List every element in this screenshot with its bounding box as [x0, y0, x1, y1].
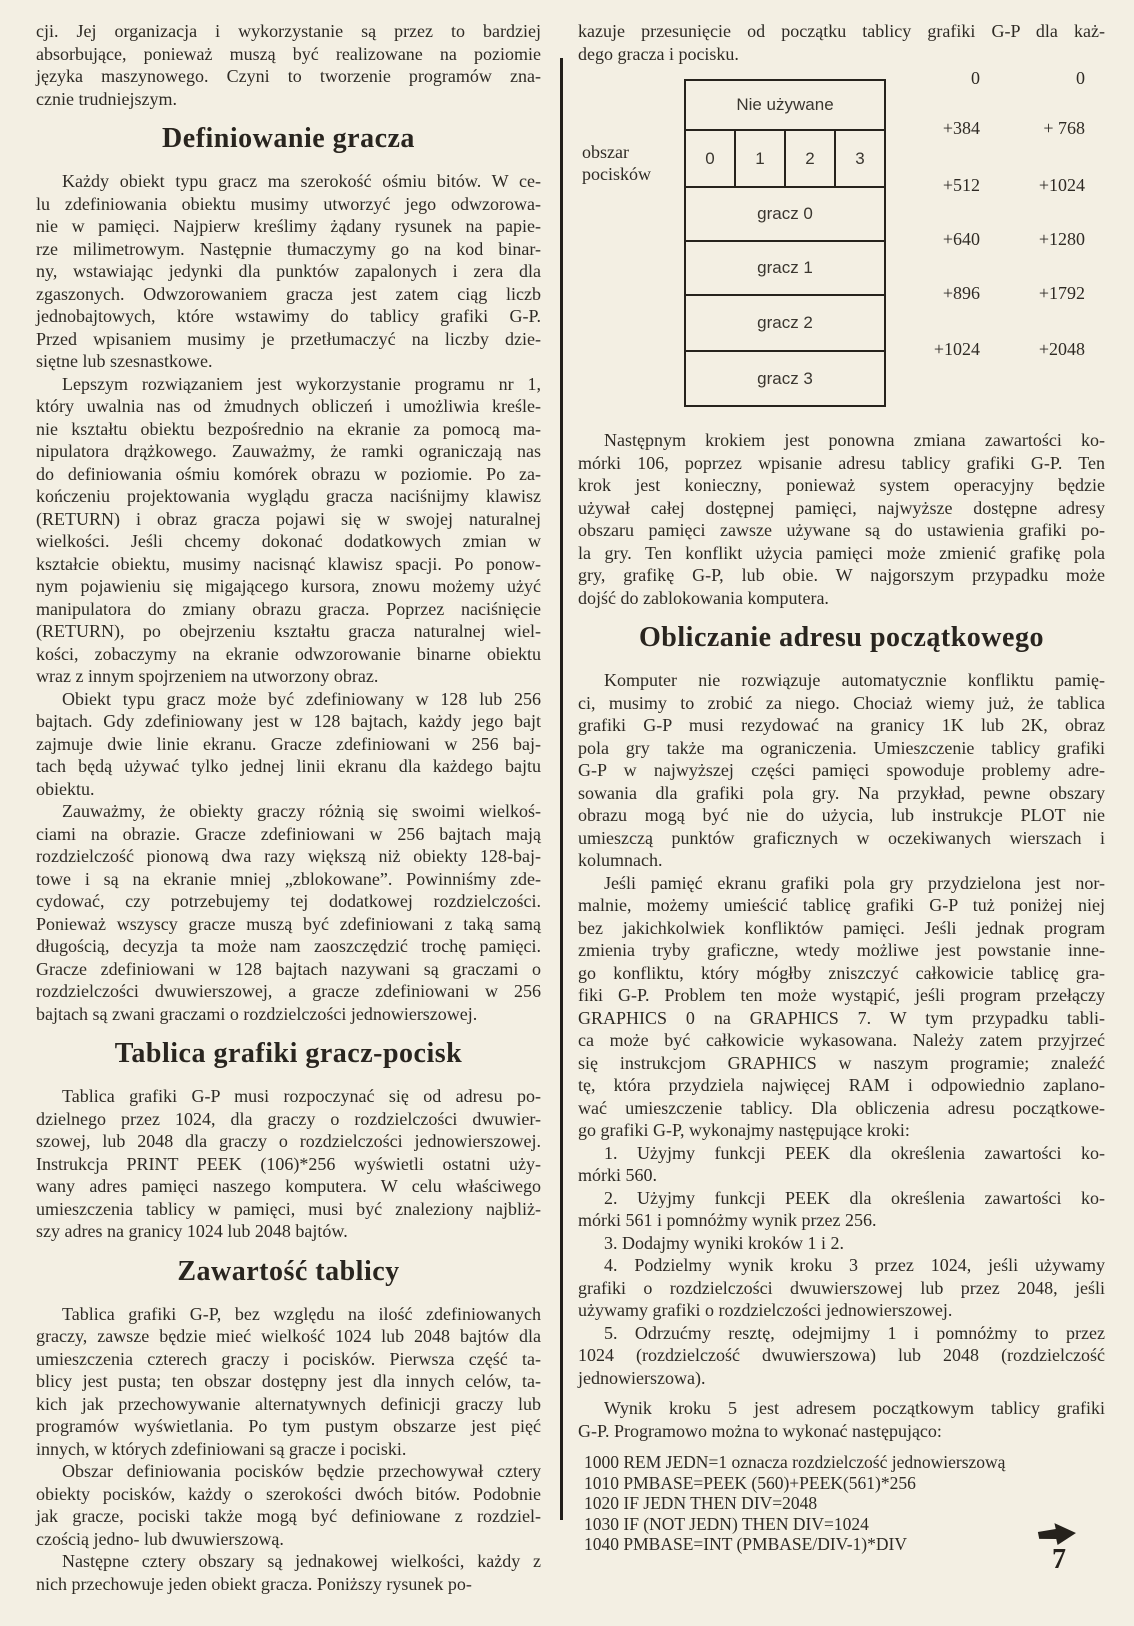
- offset-single-4: +1792: [1038, 283, 1085, 303]
- text-line: używał całej dostępnej pamięci, najwyższe dostępne adresy: [578, 497, 1105, 518]
- text-line: wraz z innym spojrzeniem na utworzony obraz.: [36, 666, 379, 686]
- text-line: 3. Dodajmy wyniki kroków 1 i 2.: [604, 1232, 844, 1253]
- text-line: programów wyświetlania. Po tym pustym obszarze jest pięć: [36, 1416, 541, 1436]
- offset-double-0: 0: [971, 68, 980, 88]
- text-line: zajmuje dwie linie ekranu. Gracze zdefiniowani w 256 baj-: [36, 733, 541, 754]
- paragraph: [36, 373, 541, 688]
- missiles-area-label: [582, 141, 651, 185]
- text-line: nym pojawieniu się migającego kursora, znowu możemy użyć: [36, 576, 541, 596]
- text-line: bez jakichkolwiek konfliktów pamięci. Jeśli jednak program: [578, 917, 1105, 938]
- text-line: wać umieszczenie tablicy. Dla obliczenia adresu początkowe-: [578, 1097, 1105, 1118]
- offset-single-5: +2048: [1038, 339, 1085, 359]
- text-line: cznie trudniejszym.: [36, 88, 177, 109]
- missile-cell-1: 1: [734, 131, 784, 186]
- text-line: ciami na obrazie. Gracze zdefiniowani w 256 bajtach mają: [36, 823, 541, 844]
- paragraph: [578, 872, 1105, 1142]
- text-line: Gracze zdefiniowani w 128 bajtach nazywani są graczami o: [36, 958, 541, 979]
- pm-table-box: [684, 79, 886, 407]
- missile-cell-2: 2: [784, 131, 834, 186]
- offset-single-3: +1280: [1038, 229, 1085, 249]
- text-line: obiektu.: [36, 778, 95, 799]
- text-line: go grafiki G-P, wykonajmy następujące kroki:: [578, 1120, 910, 1140]
- text-line: się instrukcjom GRAPHICS w naszym programie; znaleźć: [578, 1052, 1105, 1073]
- text-line: kości, zobaczymy na ekranie odwzorowanie binarne obiektu: [36, 643, 541, 664]
- text-line: la gry. Ten konflikt użycia pamięci może zmienić grafikę pola: [578, 542, 1105, 563]
- offset-single-2: +1024: [1038, 175, 1085, 195]
- offset-row-2: [900, 175, 1085, 196]
- text-line: nich przechowuje jeden obiekt gracza. Poniższy rysunek po-: [36, 1573, 472, 1594]
- text-line: 2. Użyjmy funkcji PEEK dla określenia zawartości ko-: [604, 1187, 1105, 1208]
- text-line: wany adres pamięci naszego komputera. W celu właściwego: [36, 1176, 541, 1196]
- text-line: czością jedno- lub dwuwierszową.: [36, 1528, 284, 1549]
- text-line: lu zdefiniowania obiektu musimy utworzyć jego odwzorowa-: [36, 193, 541, 214]
- text-line: (RETURN), po obejrzeniu kształtu gracza naturalnej wiel-: [36, 621, 541, 641]
- text-line: Wynik kroku 5 jest adresem początkowym tablicy grafiki: [604, 1398, 1105, 1418]
- text-line: obrazu mogą być nie do użycia, lub instrukcje PLOT nie: [578, 805, 1105, 825]
- player2-label: gracz 2: [757, 313, 813, 332]
- missile-cell-3: 3: [834, 131, 884, 186]
- offset-single-1: + 768: [1043, 118, 1085, 138]
- text-line: absorbujące, ponieważ muszą być realizowane na poziomie: [36, 43, 541, 64]
- offset-row-3: [900, 229, 1085, 250]
- text-line: długością, decyzja ta może nam zaoszczędzić trochę pamięci.: [36, 936, 541, 956]
- text-line: cydować, czy potrzebujemy tej dodatkowej rozdzielczości.: [36, 891, 541, 911]
- text-line: kształcie obiektu, musimy nacisnąć klawisz spacji. Po ponow-: [36, 553, 541, 574]
- text-line: dzielnego przez 1024, dla graczy o rozdzielczości dwuwier-: [36, 1108, 541, 1129]
- right-column-bottom: [578, 429, 1105, 1555]
- player2-row: [686, 294, 884, 350]
- text-line: krok jest konieczny, ponieważ system operacyjny będzie: [578, 475, 1105, 495]
- missiles-area-label-line1: obszar: [582, 142, 629, 162]
- text-line: grafiki G-P musi rezydować na granicy 1K lub 2K, obraz: [578, 715, 1105, 735]
- text-line: nie w pamięci. Najpierw kreślimy żądany rysunek na papie-: [36, 216, 541, 236]
- text-line: innych, w których zdefiniowani są gracze i pociski.: [36, 1438, 407, 1459]
- offset-double-1: +384: [942, 118, 980, 138]
- text-line: graczy, zawsze będzie mieć wielkość 1024 lub 2048 bajtów dla: [36, 1326, 541, 1346]
- text-line: Jeśli pamięć ekranu grafiki pola gry przydzielona jest nor-: [604, 872, 1105, 893]
- paragraph: [578, 1232, 1105, 1255]
- text-line: 1024 (rozdzielczość dwuwierszowa) lub 2048 (rozdzielczość: [578, 1345, 1105, 1365]
- text-line: Ponieważ wszyscy gracze muszą być zdefiniowani z taką samą: [36, 913, 541, 934]
- text-line: języka maszynowego. Czyni to tworzenie programów zna-: [36, 66, 541, 86]
- left-column: [36, 20, 541, 1595]
- text-line: umieszczenia czterech graczy i pocisków. Pierwsza część ta-: [36, 1348, 541, 1369]
- text-line: bajtach są zwani graczami o rozdzielczości jednowierszowej.: [36, 1003, 478, 1024]
- paragraph: [36, 170, 541, 373]
- text-line: obiekty pocisków, każdy o szerokości dwóch bitów. Podobnie: [36, 1483, 541, 1504]
- paragraph: [578, 1397, 1105, 1442]
- text-line: G-P. Programowo można to wykonać następująco:: [578, 1420, 942, 1441]
- text-line: ca może być całkowicie wykasowana. Należy zatem przyjrzeć: [578, 1030, 1105, 1050]
- text-line: jak gracze, pociski także mogą być definiowane z rozdziel-: [36, 1506, 541, 1526]
- text-line: zgaszonych. Odwzorowaniem gracza jest zatem ciąg liczb: [36, 283, 541, 304]
- player3-label: gracz 3: [757, 368, 813, 388]
- offset-double-3: +640: [942, 229, 980, 249]
- section-heading: Tablica grafiki gracz-pocisk: [114, 1038, 463, 1069]
- text-line: pola gry także ma ograniczenia. Umieszczenie tablicy grafiki: [578, 737, 1105, 758]
- text-line: jednowierszowa).: [578, 1367, 706, 1388]
- text-line: rozdzielczość pionową dwa razy większą niż obiekty 128-baj-: [36, 846, 541, 866]
- paragraph: [36, 1460, 541, 1550]
- text-line: Instrukcja PRINT PEEK (106)*256 wyświetli ostatni uży-: [36, 1153, 541, 1174]
- text-line: bajtach. Gdy zdefiniowany jest w 128 bajtach, każdy jego bajt: [36, 711, 541, 731]
- text-line: (RETURN) i obraz gracza pojawi się w swojej naturalnej: [36, 508, 541, 529]
- text-line: mórki 561 i pomnóżmy wynik przez 256.: [578, 1210, 877, 1230]
- text-line: 4. Podzielmy wynik kroku 3 przez 1024, jeśli używamy: [604, 1255, 1105, 1275]
- text-line: blicy jest pusta; ten obszar dostępny jest dla innych celów, ta-: [36, 1371, 541, 1391]
- text-line: tach będą używać tylko jednej linii ekranu dla każdego bajtu: [36, 756, 541, 776]
- text-line: ci, musimy to zrobić za niego. Chociaż wiemy już, że tablica: [578, 692, 1105, 713]
- missiles-area-label-line2: pocisków: [582, 164, 651, 184]
- text-line: zmienia tryby graficzne, wtedy możliwe jest powstanie inne-: [578, 940, 1105, 960]
- text-line: rze milimetrowym. Następnie tłumaczymy go na kod binar-: [36, 238, 541, 259]
- paragraph: [578, 1322, 1105, 1390]
- text-line: Następnym krokiem jest ponowna zmiana zawartości ko-: [604, 430, 1105, 450]
- offset-single-0: 0: [1076, 68, 1085, 88]
- paragraph: [578, 20, 1105, 65]
- column-divider: [560, 58, 563, 1520]
- paragraph: [36, 1303, 541, 1461]
- text-line: kazuje przesunięcie od początku tablicy grafiki G-P dla każ-: [578, 21, 1105, 41]
- text-line: Obiekt typu gracz może być zdefiniowany w 128 lub 256: [62, 688, 541, 709]
- offset-double-2: +512: [942, 175, 980, 195]
- text-line: używamy grafiki o rozdzielczości jednowierszowej.: [578, 1300, 953, 1320]
- player0-row: [686, 186, 884, 240]
- text-line: kich jak przechowywanie alternatywnych definicji graczy lub: [36, 1393, 541, 1414]
- text-line: kończeniu projektowania wyglądu gracza naciśnijmy klawisz: [36, 486, 541, 506]
- text-line: Zauważmy, że obiekty graczy różnią się swoimi wielkoś-: [62, 801, 541, 821]
- text-line: 5. Odrzućmy resztę, odejmijmy 1 i pomnóżmy to przez: [604, 1322, 1105, 1343]
- offset-row-1: [900, 118, 1085, 139]
- text-line: GRAPHICS 0 na GRAPHICS 7. W tym przypadku tabli-: [578, 1007, 1105, 1028]
- code-line: 1030 IF (NOT JEDN) THEN DIV=1024: [584, 1513, 869, 1534]
- paragraph: [36, 800, 541, 1025]
- text-line: mórki 106, poprzez wpisanie adresu tablicy grafiki G-P. Ten: [578, 452, 1105, 473]
- code-line: 1010 PMBASE=PEEK (560)+PEEK(561)*256: [584, 1472, 916, 1493]
- text-line: kolumnach.: [578, 850, 663, 870]
- text-line: Każdy obiekt typu gracz ma szerokość ośmiu bitów. W ce-: [62, 171, 541, 191]
- text-line: umieszczenia tablicy w pamięci, musi być znaleziony najbliż-: [36, 1198, 541, 1219]
- player1-label: gracz 1: [757, 258, 813, 277]
- text-line: jednobajtowych, które wstawimy do tablicy grafiki G-P.: [36, 306, 541, 326]
- section-heading: Definiowanie gracza: [162, 123, 415, 154]
- text-line: grafiki o rozdzielczości dwuwierszowej lub przez 2048, jeśli: [578, 1277, 1105, 1298]
- text-line: Następne cztery obszary są jednakowej wielkości, każdy z: [62, 1551, 541, 1571]
- offset-row-0: [900, 68, 1085, 89]
- paragraph: [578, 429, 1105, 609]
- right-column: [578, 20, 1105, 1555]
- paragraph: [36, 1085, 541, 1243]
- text-line: szowej, lub 2048 dla graczy o rozdzielczości jednowierszowej.: [36, 1131, 541, 1151]
- text-line: dego gracza i pocisku.: [578, 43, 739, 64]
- text-line: wielkości. Jeśli chcemy dokonać dodatkowych zmian w: [36, 531, 541, 551]
- right-column-top: [578, 20, 1105, 65]
- text-line: który uwalnia nas od żmudnych obliczeń i umożliwia kreśle-: [36, 396, 541, 416]
- paragraph: [578, 1254, 1105, 1322]
- text-line: nipulatora drążkowego. Zauważmy, że ramki ograniczają nas: [36, 441, 541, 461]
- text-line: mórki 560.: [578, 1165, 657, 1185]
- text-line: go konfliktu, który mógłby zniszczyć całkowicie tablicę gra-: [578, 962, 1105, 983]
- player0-label: gracz 0: [757, 204, 813, 223]
- text-line: gry, grafikę G-P, lub obie. W najgorszym przypadku może: [578, 565, 1105, 585]
- text-line: umieszczą punktów graficznych w oczekiwanych wierszach i: [578, 827, 1105, 848]
- player1-row: [686, 240, 884, 294]
- code-line: 1000 REM JEDN=1 oznacza rozdzielczość jednowierszową: [584, 1452, 1006, 1472]
- text-line: do definiowania ośmiu komórek obrazu w poziomie. Po za-: [36, 463, 541, 484]
- text-line: ny, wstawiając jedynki dla punktów zapalonych i zera dla: [36, 261, 541, 281]
- section-heading: Zawartość tablicy: [177, 1255, 400, 1287]
- paragraph: [36, 688, 541, 801]
- text-line: tę, która przydziela najwięcej RAM i odpowiednio zaplano-: [578, 1075, 1105, 1095]
- paragraph: [36, 20, 541, 110]
- offset-row-5: [900, 339, 1085, 360]
- player3-row: [686, 350, 884, 405]
- unused-label: Nie używane: [736, 95, 834, 114]
- text-line: obszaru pamięci zawsze używane są do ustawienia grafiki po-: [578, 520, 1105, 540]
- text-line: manipulatora do zmiany obrazu gracza. Poprzez naciśnięcie: [36, 598, 541, 619]
- code-line: 1020 IF JEDN THEN DIV=2048: [584, 1493, 818, 1513]
- missiles-row: [686, 129, 884, 186]
- text-line: Komputer nie rozwiązuje automatycznie konfliktu pamię-: [604, 670, 1105, 690]
- text-line: nie kształtu obiektu bezpośrednio na ekranie za pomocą ma-: [36, 418, 541, 439]
- section-heading: Obliczanie adresu początkowego: [639, 622, 1044, 653]
- text-line: dojść do zablokowania komputera.: [578, 587, 829, 608]
- paragraph: [578, 669, 1105, 872]
- text-line: rozdzielczości dwuwierszowej, a gracze zdefiniowani w 256: [36, 981, 541, 1001]
- text-line: cji. Jej organizacja i wykorzystanie są przez to bardziej: [36, 21, 541, 41]
- text-line: fiki G-P. Problem ten może wystąpić, jeśli program przełączy: [578, 985, 1105, 1005]
- offset-row-4: [900, 283, 1085, 304]
- text-line: szy adres na granicy 1024 lub 2048 bajtów.: [36, 1221, 348, 1241]
- paragraph: [578, 1142, 1105, 1187]
- offset-double-5: +1024: [933, 339, 980, 359]
- text-line: Obszar definiowania pocisków będzie przechowywał cztery: [62, 1461, 541, 1481]
- offset-double-4: +896: [942, 283, 980, 303]
- text-line: Tablica grafiki G-P musi rozpoczynać się od adresu po-: [62, 1086, 541, 1106]
- text-line: G-P w najwyższej części pamięci spowoduje problemy adre-: [578, 760, 1105, 780]
- text-line: sowania dla grafiki pola gry. Na przykład, pewne obszary: [578, 782, 1105, 803]
- memory-layout-diagram: [578, 68, 1105, 409]
- unused-row: [686, 81, 884, 129]
- text-line: towe i są na ekranie mniej „zblokowane”. Powinniśmy zde-: [36, 868, 541, 889]
- text-line: 1. Użyjmy funkcji PEEK dla określenia zawartości ko-: [604, 1142, 1105, 1163]
- text-line: malnie, możemy umieścić tablicę grafiki G-P tuż poniżej niej: [578, 895, 1105, 915]
- code-line: 1040 PMBASE=INT (PMBASE/DIV-1)*DIV: [584, 1534, 907, 1554]
- text-line: Tablica grafiki G-P, bez względu na ilość zdefiniowanych: [62, 1303, 541, 1324]
- code-block: [578, 1452, 1105, 1555]
- missile-cell-0: 0: [705, 148, 715, 168]
- text-line: siętne lub szesnastkowe.: [36, 351, 213, 371]
- text-line: Przed wpisaniem musimy je przetłumaczyć na liczby dzie-: [36, 328, 541, 349]
- paragraph: [578, 1187, 1105, 1232]
- paragraph: [36, 1550, 541, 1595]
- text-line: Lepszym rozwiązaniem jest wykorzystanie programu nr 1,: [62, 373, 541, 394]
- arrow-right-icon: [1036, 1522, 1078, 1546]
- page-number: 7: [1052, 1544, 1066, 1575]
